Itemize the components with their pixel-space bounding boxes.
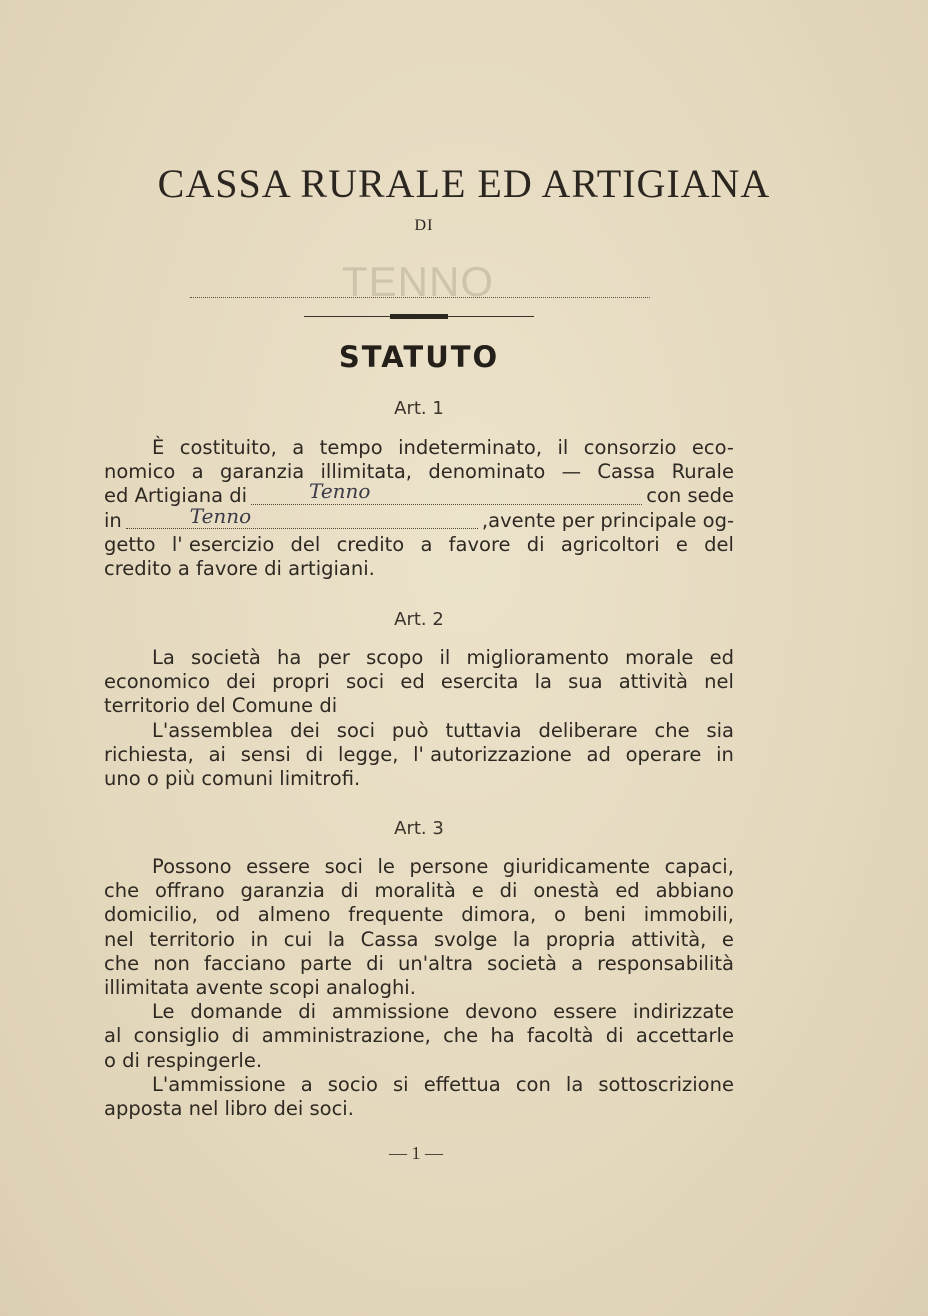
word: il xyxy=(439,646,451,669)
word: Le xyxy=(152,1000,175,1024)
word: domande xyxy=(190,1000,283,1024)
text-segment: con sede xyxy=(646,484,734,508)
word: socio xyxy=(327,1072,378,1096)
text-line xyxy=(104,436,734,460)
word: Cassa xyxy=(597,460,656,484)
word: economico xyxy=(104,670,211,694)
word: di xyxy=(298,1000,317,1024)
handwritten-entry: Tenno xyxy=(189,503,252,528)
word: denominato xyxy=(428,460,546,484)
word: facoltà xyxy=(527,1024,594,1048)
word: l' esercizio xyxy=(171,532,275,556)
word: di xyxy=(366,951,384,975)
text-line xyxy=(104,928,734,952)
word: essere xyxy=(553,1000,618,1024)
word: di xyxy=(499,879,518,903)
word: garanzia xyxy=(219,460,305,484)
word: sia xyxy=(706,718,734,742)
word: moralità xyxy=(374,879,456,903)
word: in xyxy=(250,927,269,951)
word: territorio xyxy=(149,927,235,951)
word: la xyxy=(327,927,346,951)
word: indirizzate xyxy=(632,1000,734,1024)
word: od xyxy=(215,903,240,927)
word: domicilio, xyxy=(104,903,198,927)
article-1-text xyxy=(104,436,734,581)
text-line xyxy=(104,952,734,976)
word: un'altra xyxy=(398,951,474,975)
word: propria xyxy=(545,927,616,951)
word: soci xyxy=(336,718,376,742)
word: devono xyxy=(465,1000,538,1024)
word: Rurale xyxy=(671,460,734,484)
word: — xyxy=(561,460,582,484)
word: agricoltori xyxy=(560,532,660,556)
word: ed xyxy=(709,646,734,669)
word: effettua xyxy=(423,1072,501,1096)
text-line xyxy=(104,533,734,557)
word: di xyxy=(526,532,545,556)
word: tempo xyxy=(319,436,383,459)
word: sua xyxy=(568,670,603,694)
word: beni xyxy=(583,903,626,927)
word: ed xyxy=(615,879,640,903)
word: essere xyxy=(246,855,311,878)
word: può xyxy=(391,718,429,742)
word: attività, xyxy=(630,927,707,951)
word: soci xyxy=(324,855,363,878)
article-3-text xyxy=(104,855,734,1121)
word: che xyxy=(654,718,690,742)
word: persone xyxy=(409,855,489,878)
word: frequente xyxy=(348,903,444,927)
text-line xyxy=(104,855,734,879)
word: il xyxy=(557,436,569,459)
word: consiglio xyxy=(133,1024,220,1048)
word: in xyxy=(716,742,734,766)
word: l' autorizzazione xyxy=(413,742,572,766)
word: del xyxy=(290,532,321,556)
word: amministrazione, xyxy=(261,1024,431,1048)
text-line xyxy=(104,670,734,694)
word: richiesta, xyxy=(104,742,194,766)
text-line xyxy=(104,460,734,484)
location-stamp: TENNO xyxy=(342,258,494,305)
word: la xyxy=(512,927,531,951)
word: operare xyxy=(625,742,702,766)
title-connector: DI xyxy=(414,217,434,234)
word: ha xyxy=(277,646,302,669)
text-line: credito a favore di artigiani. xyxy=(104,556,375,580)
word: a xyxy=(420,532,433,556)
word: esercita xyxy=(440,670,519,694)
section-heading: STATUTO xyxy=(338,340,500,374)
text-line xyxy=(104,743,734,767)
word: ed xyxy=(400,670,425,694)
dotted-fill-line xyxy=(126,503,478,529)
word: indeterminato, xyxy=(398,436,543,459)
word: abbiano xyxy=(655,879,734,903)
word: eco- xyxy=(691,436,734,459)
article-1-label: Art. 1 xyxy=(394,398,444,419)
word: Cassa xyxy=(360,927,419,951)
word: La xyxy=(152,646,175,669)
word: e xyxy=(471,879,484,903)
word: di xyxy=(231,1024,250,1048)
word: nomico xyxy=(104,460,176,484)
word: dimora, xyxy=(461,903,537,927)
word: a xyxy=(191,460,204,484)
word: ammissione xyxy=(331,1000,450,1024)
text-line xyxy=(104,903,734,927)
text-segment: ed Artigiana di xyxy=(104,484,248,508)
text-line: uno o più comuni limitrofi. xyxy=(104,766,361,790)
word: L'ammissione xyxy=(152,1072,286,1096)
handwritten-entry: Tenno xyxy=(309,479,371,504)
word: capaci, xyxy=(664,855,734,878)
word: per xyxy=(317,646,350,669)
text-line: apposta nel libro dei soci. xyxy=(104,1096,354,1120)
word: garanzia xyxy=(240,879,325,903)
word: legge, xyxy=(338,742,399,766)
word: dei xyxy=(226,670,256,694)
word: e xyxy=(721,927,734,951)
word: al xyxy=(104,1024,122,1048)
word: L'assemblea xyxy=(152,718,274,742)
word: costituito, xyxy=(179,436,277,459)
word: facciano xyxy=(203,951,286,975)
article-3-label: Art. 3 xyxy=(394,818,444,839)
word: le xyxy=(377,855,395,878)
word: sottoscrizione xyxy=(598,1072,734,1096)
text-line xyxy=(104,719,734,743)
text-line xyxy=(104,1000,734,1024)
word: scopo xyxy=(366,646,424,669)
word: deliberare xyxy=(538,718,638,742)
word: di xyxy=(305,742,324,766)
word: la xyxy=(534,670,552,694)
word: Possono xyxy=(152,855,232,878)
text-line xyxy=(104,503,734,533)
dotted-fill-line xyxy=(251,479,642,505)
word: illimitata, xyxy=(320,460,412,484)
word: immobili, xyxy=(643,903,734,927)
word: a xyxy=(300,1072,313,1096)
word: del xyxy=(704,532,734,556)
word: parte xyxy=(299,951,352,975)
dotted-fill-line xyxy=(190,297,650,298)
word: sensi xyxy=(240,742,291,766)
word: getto xyxy=(104,532,156,556)
word: accettarle xyxy=(635,1024,734,1048)
word: favore xyxy=(448,532,511,556)
word: responsabilità xyxy=(597,951,734,975)
word: si xyxy=(393,1072,409,1096)
word: offrano xyxy=(155,879,225,903)
word: svolge xyxy=(433,927,498,951)
word: società xyxy=(487,951,557,975)
word: società xyxy=(191,646,261,669)
word: ha xyxy=(490,1024,515,1048)
text-line xyxy=(104,1024,734,1048)
text-segment: in xyxy=(104,508,122,532)
text-line xyxy=(104,646,734,670)
word: con xyxy=(515,1072,551,1096)
text-line: o di respingerle. xyxy=(104,1048,263,1072)
word: non xyxy=(153,951,190,975)
word: ai xyxy=(208,742,226,766)
word: di xyxy=(605,1024,624,1048)
word: ad xyxy=(586,742,611,766)
word: miglioramento xyxy=(466,646,609,669)
word: la xyxy=(565,1072,584,1096)
word: che xyxy=(443,1024,479,1048)
text-line xyxy=(104,1073,734,1097)
word: tuttavia xyxy=(445,718,522,742)
word: morale xyxy=(625,646,694,669)
word: propri xyxy=(272,670,330,694)
section-divider-center xyxy=(390,314,448,319)
text-line: illimitata avente scopi analoghi. xyxy=(104,975,416,999)
page-number: — 1 — xyxy=(389,1143,443,1163)
word: dei xyxy=(290,718,320,742)
word: o xyxy=(554,903,566,927)
word: attività xyxy=(618,670,688,694)
word: credito xyxy=(336,532,405,556)
word: giuridicamente xyxy=(502,855,650,878)
word: che xyxy=(104,951,140,975)
word: È xyxy=(152,436,165,459)
text-line: territorio del Comune di xyxy=(104,694,338,718)
article-2-text xyxy=(104,646,734,791)
word: onestà xyxy=(533,879,600,903)
word: nel xyxy=(704,670,734,694)
word: consorzio xyxy=(583,436,677,459)
word: di xyxy=(340,879,359,903)
word: a xyxy=(292,436,305,459)
word: e xyxy=(675,532,688,556)
word: almeno xyxy=(257,903,331,927)
word: cui xyxy=(283,927,313,951)
word: a xyxy=(571,951,584,975)
word: soci xyxy=(346,670,385,694)
article-2-label: Art. 2 xyxy=(394,609,444,630)
word: che xyxy=(104,879,140,903)
text-segment: ,avente per principale og- xyxy=(481,508,734,532)
word: nel xyxy=(104,927,134,951)
document-title: CASSA RURALE ED ARTIGIANA xyxy=(157,161,771,206)
text-line xyxy=(104,879,734,903)
